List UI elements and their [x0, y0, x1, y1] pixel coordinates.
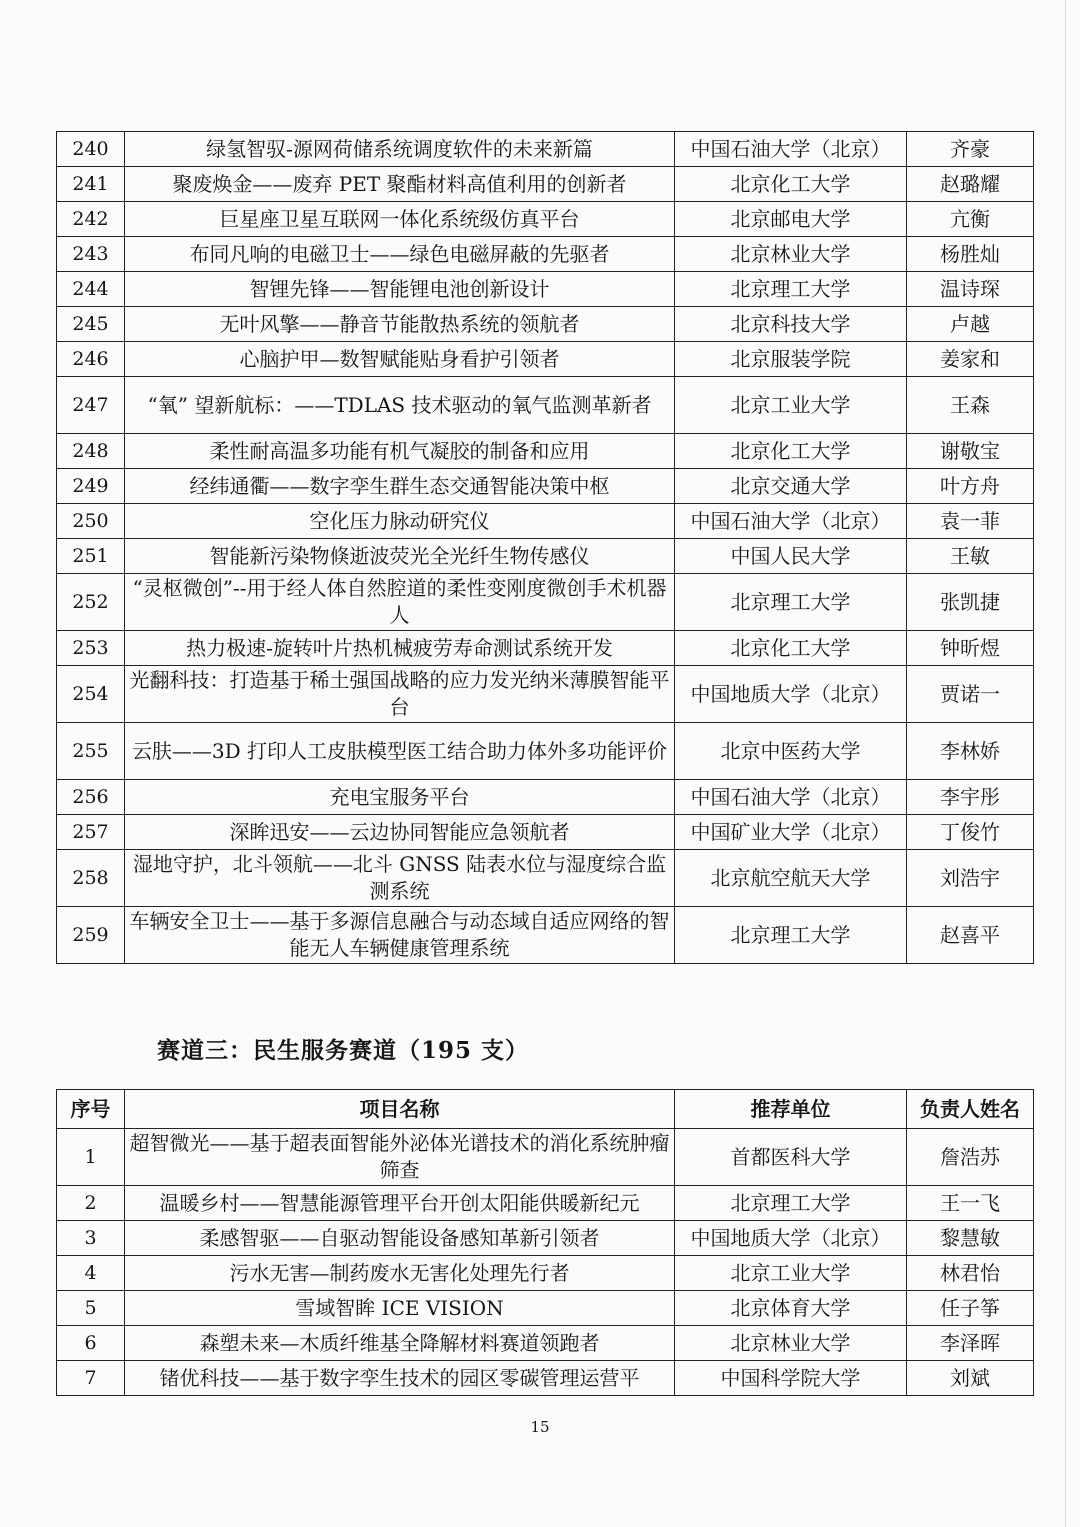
cell-project-name: 巨星座卫星互联网一体化系统级仿真平台	[125, 202, 675, 237]
cell-recommending-unit: 北京化工大学	[675, 167, 907, 202]
table-row	[57, 307, 1034, 342]
cell-project-name: 充电宝服务平台	[125, 780, 675, 815]
cell-recommending-unit: 北京工业大学	[675, 1256, 907, 1291]
table-row	[57, 850, 1034, 907]
cell-leader-name: 亢衡	[907, 202, 1034, 237]
cell-leader-name: 袁一菲	[907, 504, 1034, 539]
cell-project-name: 湿地守护，北斗领航——北斗 GNSS 陆表水位与湿度综合监测系统	[125, 850, 675, 907]
cell-leader-name: 杨胜灿	[907, 237, 1034, 272]
table-row	[57, 202, 1034, 237]
table-row	[57, 1221, 1034, 1256]
cell-leader-name: 黎慧敏	[907, 1221, 1034, 1256]
cell-leader-name: 姜家和	[907, 342, 1034, 377]
cell-leader-name: 任子筝	[907, 1291, 1034, 1326]
cell-number: 3	[57, 1221, 125, 1256]
cell-project-name: 温暖乡村——智慧能源管理平台开创太阳能供暖新纪元	[125, 1186, 675, 1221]
track3-heading: 赛道三：民生服务赛道（195 支）	[157, 1037, 530, 1064]
table-row	[57, 167, 1034, 202]
cell-number: 7	[57, 1361, 125, 1396]
table-row	[57, 272, 1034, 307]
cell-project-name: 锗优科技——基于数字孪生技术的园区零碳管理运营平	[125, 1361, 675, 1396]
cell-number: 256	[57, 780, 125, 815]
cell-leader-name: 李林娇	[907, 723, 1034, 780]
cell-leader-name: 卢越	[907, 307, 1034, 342]
cell-leader-name: 詹浩苏	[907, 1129, 1034, 1186]
table-row	[57, 1186, 1034, 1221]
cell-number: 254	[57, 666, 125, 723]
cell-recommending-unit: 北京工业大学	[675, 377, 907, 434]
cell-recommending-unit: 北京理工大学	[675, 272, 907, 307]
cell-project-name: 森塑未来—木质纤维基全降解材料赛道领跑者	[125, 1326, 675, 1361]
cell-recommending-unit: 北京化工大学	[675, 631, 907, 666]
cell-project-name: 污水无害—制药废水无害化处理先行者	[125, 1256, 675, 1291]
cell-number: 248	[57, 434, 125, 469]
cell-project-name: 无叶风擎——静音节能散热系统的领航者	[125, 307, 675, 342]
table-row	[57, 780, 1034, 815]
table-row	[57, 504, 1034, 539]
table-row	[57, 377, 1034, 434]
cell-project-name: 热力极速-旋转叶片热机械疲劳寿命测试系统开发	[125, 631, 675, 666]
cell-recommending-unit: 北京林业大学	[675, 1326, 907, 1361]
header-leader: 负责人姓名	[907, 1090, 1034, 1129]
cell-project-name: 智锂先锋——智能锂电池创新设计	[125, 272, 675, 307]
cell-number: 6	[57, 1326, 125, 1361]
cell-recommending-unit: 中国石油大学（北京）	[675, 504, 907, 539]
cell-leader-name: 谢敬宝	[907, 434, 1034, 469]
cell-number: 253	[57, 631, 125, 666]
cell-project-name: 聚废焕金——废弃 PET 聚酯材料高值利用的创新者	[125, 167, 675, 202]
table-row	[57, 574, 1034, 631]
project-table-track3	[56, 1089, 1034, 1396]
table-row	[57, 539, 1034, 574]
cell-leader-name: 齐豪	[907, 132, 1034, 167]
cell-recommending-unit: 北京林业大学	[675, 237, 907, 272]
table-row	[57, 815, 1034, 850]
table-b-body	[57, 1129, 1034, 1396]
cell-project-name: “氧” 望新航标：——TDLAS 技术驱动的氧气监测革新者	[125, 377, 675, 434]
cell-leader-name: 张凯捷	[907, 574, 1034, 631]
cell-recommending-unit: 北京理工大学	[675, 1186, 907, 1221]
cell-number: 247	[57, 377, 125, 434]
cell-number: 5	[57, 1291, 125, 1326]
table-row	[57, 723, 1034, 780]
cell-project-name: 柔性耐高温多功能有机气凝胶的制备和应用	[125, 434, 675, 469]
table-row	[57, 1326, 1034, 1361]
table-row	[57, 434, 1034, 469]
cell-project-name: 超智微光——基于超表面智能外泌体光谱技术的消化系统肿瘤筛查	[125, 1129, 675, 1186]
header-name: 项目名称	[125, 1090, 675, 1129]
cell-number: 255	[57, 723, 125, 780]
cell-number: 240	[57, 132, 125, 167]
cell-leader-name: 丁俊竹	[907, 815, 1034, 850]
table-row	[57, 907, 1034, 964]
cell-project-name: 空化压力脉动研究仪	[125, 504, 675, 539]
cell-number: 245	[57, 307, 125, 342]
cell-leader-name: 王森	[907, 377, 1034, 434]
cell-recommending-unit: 中国科学院大学	[675, 1361, 907, 1396]
cell-number: 252	[57, 574, 125, 631]
cell-number: 2	[57, 1186, 125, 1221]
cell-recommending-unit: 中国矿业大学（北京）	[675, 815, 907, 850]
cell-recommending-unit: 中国石油大学（北京）	[675, 132, 907, 167]
cell-number: 251	[57, 539, 125, 574]
cell-number: 243	[57, 237, 125, 272]
cell-recommending-unit: 首都医科大学	[675, 1129, 907, 1186]
cell-project-name: 柔感智驱——自驱动智能设备感知革新引领者	[125, 1221, 675, 1256]
cell-project-name: “灵枢微创”--用于经人体自然腔道的柔性变刚度微创手术机器人	[125, 574, 675, 631]
page-number: 15	[530, 1418, 550, 1436]
cell-number: 4	[57, 1256, 125, 1291]
cell-recommending-unit: 北京中医药大学	[675, 723, 907, 780]
cell-number: 258	[57, 850, 125, 907]
cell-project-name: 云肤——3D 打印人工皮肤模型医工结合助力体外多功能评价	[125, 723, 675, 780]
cell-leader-name: 赵璐耀	[907, 167, 1034, 202]
cell-project-name: 雪域智眸 ICE VISION	[125, 1291, 675, 1326]
cell-project-name: 深眸迅安——云边协同智能应急领航者	[125, 815, 675, 850]
table-row	[57, 1129, 1034, 1186]
header-no: 序号	[57, 1090, 125, 1129]
table-row	[57, 631, 1034, 666]
cell-number: 259	[57, 907, 125, 964]
table-row	[57, 1291, 1034, 1326]
cell-recommending-unit: 北京科技大学	[675, 307, 907, 342]
table-a-body	[57, 132, 1034, 964]
table-row	[57, 342, 1034, 377]
cell-recommending-unit: 北京体育大学	[675, 1291, 907, 1326]
cell-leader-name: 王一飞	[907, 1186, 1034, 1221]
cell-leader-name: 赵喜平	[907, 907, 1034, 964]
cell-leader-name: 刘浩宇	[907, 850, 1034, 907]
cell-leader-name: 叶方舟	[907, 469, 1034, 504]
cell-recommending-unit: 北京理工大学	[675, 907, 907, 964]
cell-recommending-unit: 北京邮电大学	[675, 202, 907, 237]
cell-recommending-unit: 北京化工大学	[675, 434, 907, 469]
table-row	[57, 469, 1034, 504]
cell-recommending-unit: 北京航空航天大学	[675, 850, 907, 907]
cell-number: 242	[57, 202, 125, 237]
cell-number: 244	[57, 272, 125, 307]
cell-leader-name: 林君怡	[907, 1256, 1034, 1291]
cell-recommending-unit: 北京理工大学	[675, 574, 907, 631]
cell-recommending-unit: 中国地质大学（北京）	[675, 1221, 907, 1256]
table-header-row	[57, 1090, 1034, 1129]
cell-number: 1	[57, 1129, 125, 1186]
cell-project-name: 光翻科技：打造基于稀土强国战略的应力发光纳米薄膜智能平台	[125, 666, 675, 723]
cell-project-name: 经纬通衢——数字孪生群生态交通智能决策中枢	[125, 469, 675, 504]
project-table-track2-continued	[56, 131, 1034, 964]
table-row	[57, 237, 1034, 272]
cell-number: 257	[57, 815, 125, 850]
cell-number: 249	[57, 469, 125, 504]
cell-leader-name: 钟昕煜	[907, 631, 1034, 666]
cell-leader-name: 温诗琛	[907, 272, 1034, 307]
cell-number: 246	[57, 342, 125, 377]
cell-recommending-unit: 北京服装学院	[675, 342, 907, 377]
table-row	[57, 132, 1034, 167]
cell-project-name: 车辆安全卫士——基于多源信息融合与动态域自适应网络的智能无人车辆健康管理系统	[125, 907, 675, 964]
table-row	[57, 666, 1034, 723]
cell-leader-name: 李宇彤	[907, 780, 1034, 815]
cell-number: 241	[57, 167, 125, 202]
header-unit: 推荐单位	[675, 1090, 907, 1129]
cell-recommending-unit: 中国石油大学（北京）	[675, 780, 907, 815]
cell-project-name: 心脑护甲—数智赋能贴身看护引领者	[125, 342, 675, 377]
cell-recommending-unit: 中国地质大学（北京）	[675, 666, 907, 723]
cell-project-name: 绿氢智驭-源网荷储系统调度软件的未来新篇	[125, 132, 675, 167]
cell-project-name: 智能新污染物倏逝波荧光全光纤生物传感仪	[125, 539, 675, 574]
cell-number: 250	[57, 504, 125, 539]
cell-recommending-unit: 北京交通大学	[675, 469, 907, 504]
table-row	[57, 1256, 1034, 1291]
cell-leader-name: 贾诺一	[907, 666, 1034, 723]
cell-project-name: 布同凡响的电磁卫士——绿色电磁屏蔽的先驱者	[125, 237, 675, 272]
cell-leader-name: 刘斌	[907, 1361, 1034, 1396]
cell-recommending-unit: 中国人民大学	[675, 539, 907, 574]
cell-leader-name: 李泽晖	[907, 1326, 1034, 1361]
table-row	[57, 1361, 1034, 1396]
scan-edge-line	[1065, 0, 1066, 1527]
cell-leader-name: 王敏	[907, 539, 1034, 574]
